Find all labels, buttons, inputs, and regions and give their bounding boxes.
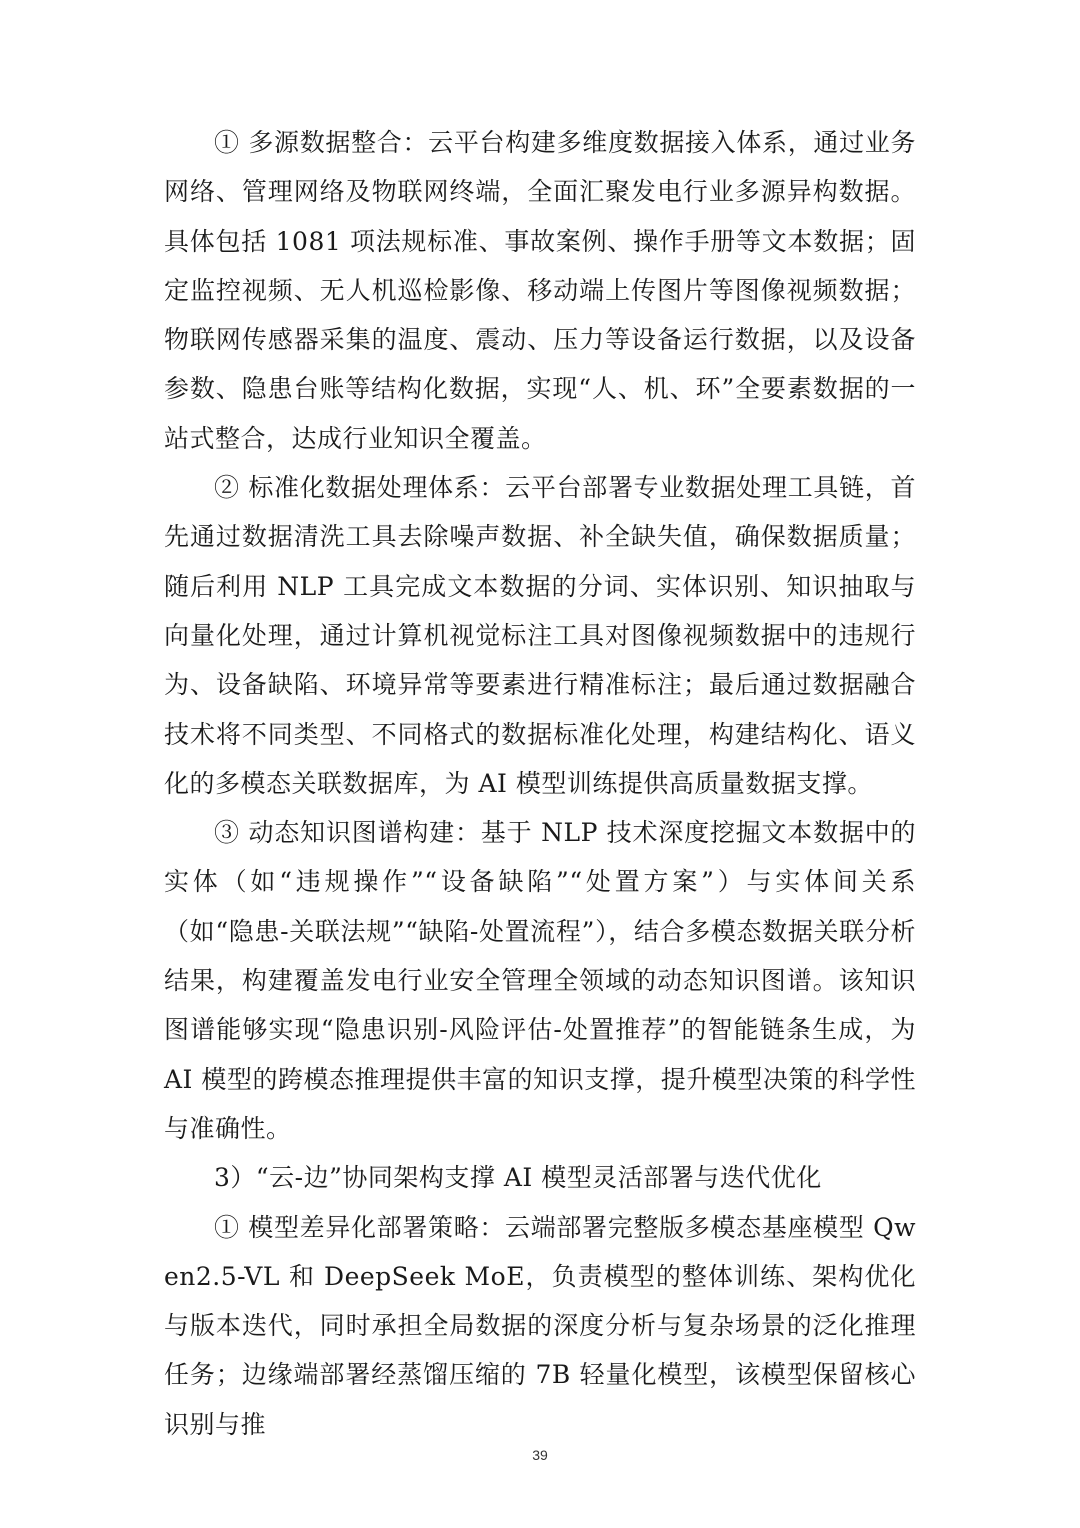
paragraph-multi-source-integration: ① 多源数据整合：云平台构建多维度数据接入体系，通过业务网络、管理网络及物联网终端，全面汇聚发电行业多源异构数据。具体包括 1081 项法规标准、事故案例、操作手册等文本数据；固定监控视频、无人机巡检影像、移动端上传图片等图像视频数据；物联网传感器采集的温度、震动、压力等设备运行数据，以及设备参数、隐患台账等结构化数据，实现“人、机、环”全要素数据的一站式整合，达成行业知识全覆盖。 xyxy=(164,128,916,453)
body-text xyxy=(164,118,916,1449)
paragraph-dynamic-knowledge-graph: ③ 动态知识图谱构建：基于 NLP 技术深度挖掘文本数据中的实体（如“违规操作”“设备缺陷”“处置方案”）与实体间关系（如“隐患-关联法规”“缺陷-处置流程”），结合多模态数据关联分析结果，构建覆盖发电行业安全管理全领域的动态知识图谱。该知识图谱能够实现“隐患识别-风险评估-处置推荐”的智能链条生成，为 AI 模型的跨模态推理提供丰富的知识支撑，提升模型决策的科学性与准确性。 xyxy=(164,818,916,1143)
paragraph-model-deployment: ① 模型差异化部署策略：云端部署完整版多模态基座模型 Qwen2.5-VL 和 DeepSeek MoE，负责模型的整体训练、架构优化与版本迭代，同时承担全局数据的深度分析与复杂场景的泛化推理任务；边缘端部署经蒸馏压缩的 7B 轻量化模型，该模型保留核心识别与推 xyxy=(164,1212,916,1439)
paragraph-standardized-processing: ② 标准化数据处理体系：云平台部署专业数据处理工具链，首先通过数据清洗工具去除噪声数据、补全缺失值，确保数据质量；随后利用 NLP 工具完成文本数据的分词、实体识别、知识抽取与向量化处理，通过计算机视觉标注工具对图像视频数据中的违规行为、设备缺陷、环境异常等要素进行精准标注；最后通过数据融合技术将不同类型、不同格式的数据标准化处理，构建结构化、语义化的多模态关联数据库，为 AI 模型训练提供高质量数据支撑。 xyxy=(164,473,916,798)
section-heading-cloud-edge: 3）“云-边”协同架构支撑 AI 模型灵活部署与迭代优化 xyxy=(214,1163,822,1193)
page-number: 39 xyxy=(532,1447,548,1463)
